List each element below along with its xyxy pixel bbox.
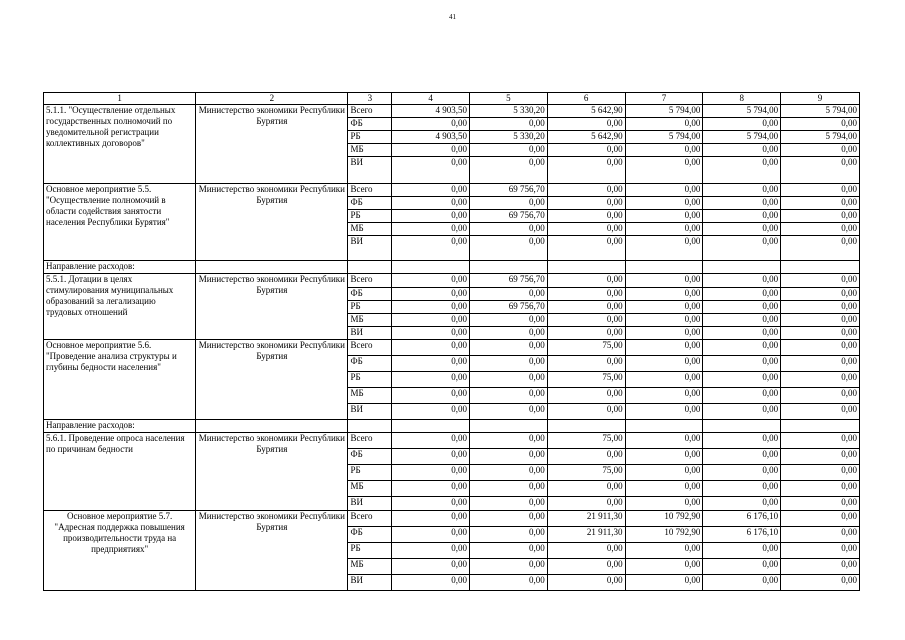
amount-cell: 0,00 — [392, 210, 470, 223]
column-header: 8 — [703, 93, 781, 105]
amount-cell: 0,00 — [781, 449, 860, 465]
amount-cell: 0,00 — [781, 388, 860, 404]
amount-cell: 0,00 — [781, 433, 860, 449]
amount-cell: 0,00 — [625, 404, 703, 420]
amount-cell: 0,00 — [781, 372, 860, 388]
column-header: 7 — [625, 93, 703, 105]
amount-cell: 0,00 — [703, 223, 781, 236]
amount-cell: 6 176,10 — [703, 527, 781, 543]
amount-cell: 0,00 — [470, 288, 548, 301]
funding-source: РБ — [348, 210, 392, 223]
amount-cell: 0,00 — [703, 314, 781, 327]
amount-cell: 0,00 — [781, 274, 860, 288]
amount-cell: 0,00 — [470, 388, 548, 404]
amount-cell: 0,00 — [625, 314, 703, 327]
amount-cell: 0,00 — [625, 210, 703, 223]
amount-cell: 0,00 — [547, 449, 625, 465]
amount-cell: 5 794,00 — [625, 105, 703, 118]
funding-source: РБ — [348, 372, 392, 388]
empty-cell — [547, 420, 625, 433]
empty-cell — [547, 261, 625, 274]
amount-cell: 0,00 — [392, 575, 470, 591]
amount-cell: 0,00 — [781, 184, 860, 197]
empty-cell — [196, 420, 348, 433]
amount-cell: 0,00 — [703, 404, 781, 420]
empty-cell — [348, 261, 392, 274]
amount-cell: 0,00 — [392, 184, 470, 197]
amount-cell: 0,00 — [625, 575, 703, 591]
funding-source: ФБ — [348, 449, 392, 465]
column-header: 6 — [547, 93, 625, 105]
amount-cell: 0,00 — [781, 157, 860, 184]
table-row — [44, 274, 860, 288]
funding-source: ВИ — [348, 236, 392, 261]
table-body — [44, 93, 860, 591]
amount-cell: 0,00 — [703, 144, 781, 157]
activity-name: 5.1.1. "Осуществление отдельных государственных полномочий по уведомительной регистрации коллективных договоров" — [44, 105, 196, 184]
amount-cell: 0,00 — [703, 433, 781, 449]
header-row — [44, 93, 860, 105]
amount-cell: 0,00 — [625, 274, 703, 288]
funding-source: РБ — [348, 301, 392, 314]
amount-cell: 0,00 — [625, 157, 703, 184]
table-row — [44, 340, 860, 356]
amount-cell: 0,00 — [703, 118, 781, 131]
funding-source: РБ — [348, 131, 392, 144]
amount-cell: 0,00 — [781, 118, 860, 131]
amount-cell: 69 756,70 — [470, 301, 548, 314]
amount-cell: 0,00 — [470, 157, 548, 184]
amount-cell: 0,00 — [703, 327, 781, 340]
amount-cell: 0,00 — [625, 497, 703, 511]
funding-source: ВИ — [348, 327, 392, 340]
amount-cell: 0,00 — [781, 543, 860, 559]
amount-cell: 5 330,20 — [470, 105, 548, 118]
amount-cell: 0,00 — [781, 465, 860, 481]
amount-cell: 0,00 — [547, 575, 625, 591]
amount-cell: 0,00 — [781, 404, 860, 420]
funding-source: МБ — [348, 223, 392, 236]
amount-cell: 0,00 — [781, 356, 860, 372]
amount-cell: 0,00 — [703, 301, 781, 314]
amount-cell: 0,00 — [470, 314, 548, 327]
amount-cell: 0,00 — [703, 481, 781, 497]
amount-cell: 0,00 — [392, 559, 470, 575]
amount-cell: 0,00 — [625, 356, 703, 372]
amount-cell: 69 756,70 — [470, 274, 548, 288]
table-row — [44, 105, 860, 118]
empty-cell — [470, 420, 548, 433]
activity-name: Основное мероприятие 5.6. "Проведение анализа структуры и глубины бедности населения" — [44, 340, 196, 420]
funding-source: ФБ — [348, 288, 392, 301]
empty-cell — [703, 420, 781, 433]
amount-cell: 0,00 — [392, 388, 470, 404]
funding-source: ВИ — [348, 497, 392, 511]
amount-cell: 0,00 — [392, 481, 470, 497]
amount-cell: 0,00 — [547, 314, 625, 327]
amount-cell: 0,00 — [547, 388, 625, 404]
amount-cell: 0,00 — [781, 327, 860, 340]
amount-cell: 0,00 — [625, 481, 703, 497]
amount-cell: 0,00 — [392, 543, 470, 559]
empty-cell — [625, 261, 703, 274]
funding-source: МБ — [348, 388, 392, 404]
amount-cell: 0,00 — [781, 527, 860, 543]
empty-cell — [196, 261, 348, 274]
amount-cell: 0,00 — [392, 327, 470, 340]
funding-source: МБ — [348, 314, 392, 327]
amount-cell: 0,00 — [547, 288, 625, 301]
amount-cell: 0,00 — [703, 157, 781, 184]
funding-source: МБ — [348, 481, 392, 497]
funding-source: Всего — [348, 340, 392, 356]
amount-cell: 0,00 — [703, 288, 781, 301]
section-row — [44, 261, 860, 274]
amount-cell: 0,00 — [703, 559, 781, 575]
page-number: 41 — [449, 13, 456, 21]
amount-cell: 69 756,70 — [470, 210, 548, 223]
amount-cell: 0,00 — [470, 465, 548, 481]
amount-cell: 0,00 — [547, 356, 625, 372]
amount-cell: 0,00 — [703, 210, 781, 223]
responsible-executor: Министерство экономики Республики Бурятия — [196, 274, 348, 340]
amount-cell: 4 903,50 — [392, 131, 470, 144]
amount-cell: 75,00 — [547, 465, 625, 481]
amount-cell: 0,00 — [625, 197, 703, 210]
amount-cell: 0,00 — [392, 288, 470, 301]
amount-cell: 0,00 — [625, 118, 703, 131]
amount-cell: 0,00 — [470, 356, 548, 372]
amount-cell: 0,00 — [392, 404, 470, 420]
amount-cell: 0,00 — [470, 197, 548, 210]
responsible-executor: Министерство экономики Республики Бурятия — [196, 433, 348, 511]
responsible-executor: Министерство экономики Республики Бурятия — [196, 184, 348, 261]
amount-cell: 0,00 — [703, 356, 781, 372]
amount-cell: 0,00 — [470, 559, 548, 575]
amount-cell: 0,00 — [703, 575, 781, 591]
amount-cell: 0,00 — [470, 433, 548, 449]
amount-cell: 0,00 — [625, 288, 703, 301]
empty-cell — [625, 420, 703, 433]
amount-cell: 0,00 — [470, 449, 548, 465]
amount-cell: 0,00 — [703, 388, 781, 404]
funding-source: Всего — [348, 511, 392, 527]
amount-cell: 0,00 — [470, 327, 548, 340]
amount-cell: 75,00 — [547, 433, 625, 449]
amount-cell: 0,00 — [625, 236, 703, 261]
empty-cell — [781, 420, 860, 433]
empty-cell — [348, 420, 392, 433]
amount-cell: 0,00 — [547, 157, 625, 184]
amount-cell: 0,00 — [470, 118, 548, 131]
amount-cell: 0,00 — [547, 327, 625, 340]
amount-cell: 0,00 — [547, 210, 625, 223]
amount-cell: 0,00 — [470, 372, 548, 388]
amount-cell: 0,00 — [392, 527, 470, 543]
responsible-executor: Министерство экономики Республики Бурятия — [196, 340, 348, 420]
amount-cell: 0,00 — [547, 481, 625, 497]
funding-source: ФБ — [348, 356, 392, 372]
amount-cell: 0,00 — [625, 559, 703, 575]
amount-cell: 0,00 — [703, 274, 781, 288]
amount-cell: 4 903,50 — [392, 105, 470, 118]
amount-cell: 0,00 — [392, 497, 470, 511]
amount-cell: 0,00 — [703, 372, 781, 388]
amount-cell: 0,00 — [625, 144, 703, 157]
funding-source: Всего — [348, 433, 392, 449]
funding-source: Всего — [348, 105, 392, 118]
funding-source: РБ — [348, 543, 392, 559]
amount-cell: 5 794,00 — [703, 131, 781, 144]
funding-source: ФБ — [348, 527, 392, 543]
column-header: 4 — [392, 93, 470, 105]
amount-cell: 0,00 — [625, 223, 703, 236]
amount-cell: 0,00 — [547, 236, 625, 261]
amount-cell: 0,00 — [625, 301, 703, 314]
amount-cell: 5 794,00 — [781, 105, 860, 118]
amount-cell: 0,00 — [781, 575, 860, 591]
amount-cell: 0,00 — [547, 144, 625, 157]
budget-table — [43, 92, 860, 591]
activity-name: 5.5.1. Дотации в целях стимулирования муниципальных образований за легализацию трудовых отношений — [44, 274, 196, 340]
amount-cell: 0,00 — [781, 210, 860, 223]
amount-cell: 0,00 — [703, 184, 781, 197]
amount-cell: 75,00 — [547, 372, 625, 388]
amount-cell: 0,00 — [547, 301, 625, 314]
amount-cell: 0,00 — [547, 543, 625, 559]
amount-cell: 0,00 — [625, 388, 703, 404]
amount-cell: 0,00 — [547, 184, 625, 197]
amount-cell: 5 794,00 — [781, 131, 860, 144]
funding-source: РБ — [348, 465, 392, 481]
funding-source: ВИ — [348, 157, 392, 184]
funding-source: Всего — [348, 184, 392, 197]
amount-cell: 0,00 — [703, 236, 781, 261]
empty-cell — [781, 261, 860, 274]
amount-cell: 0,00 — [781, 314, 860, 327]
amount-cell: 0,00 — [470, 404, 548, 420]
column-header: 1 — [44, 93, 196, 105]
amount-cell: 0,00 — [781, 511, 860, 527]
table-row — [44, 433, 860, 449]
column-header: 9 — [781, 93, 860, 105]
amount-cell: 0,00 — [392, 465, 470, 481]
amount-cell: 0,00 — [392, 118, 470, 131]
amount-cell: 0,00 — [392, 197, 470, 210]
amount-cell: 0,00 — [470, 144, 548, 157]
funding-source: ВИ — [348, 575, 392, 591]
amount-cell: 6 176,10 — [703, 511, 781, 527]
empty-cell — [392, 420, 470, 433]
funding-source: ФБ — [348, 118, 392, 131]
amount-cell: 0,00 — [392, 157, 470, 184]
amount-cell: 10 792,90 — [625, 527, 703, 543]
amount-cell: 0,00 — [392, 223, 470, 236]
amount-cell: 0,00 — [703, 197, 781, 210]
amount-cell: 0,00 — [470, 223, 548, 236]
amount-cell: 5 794,00 — [625, 131, 703, 144]
amount-cell: 0,00 — [625, 340, 703, 356]
amount-cell: 0,00 — [392, 511, 470, 527]
section-row — [44, 420, 860, 433]
amount-cell: 0,00 — [547, 118, 625, 131]
amount-cell: 0,00 — [781, 481, 860, 497]
funding-source: ФБ — [348, 197, 392, 210]
amount-cell: 0,00 — [392, 433, 470, 449]
amount-cell: 0,00 — [781, 236, 860, 261]
empty-cell — [470, 261, 548, 274]
amount-cell: 0,00 — [392, 274, 470, 288]
amount-cell: 0,00 — [781, 288, 860, 301]
amount-cell: 0,00 — [547, 274, 625, 288]
activity-name: 5.6.1. Проведение опроса населения по причинам бедности — [44, 433, 196, 511]
activity-name: Основное мероприятие 5.7. "Адресная поддержка повышения производительности труда на предприятиях" — [44, 511, 196, 591]
amount-cell: 0,00 — [392, 372, 470, 388]
section-label: Направление расходов: — [44, 420, 196, 433]
amount-cell: 0,00 — [781, 559, 860, 575]
amount-cell: 21 911,30 — [547, 511, 625, 527]
amount-cell: 0,00 — [470, 481, 548, 497]
amount-cell: 0,00 — [625, 433, 703, 449]
amount-cell: 0,00 — [781, 144, 860, 157]
amount-cell: 0,00 — [625, 449, 703, 465]
amount-cell: 0,00 — [392, 144, 470, 157]
amount-cell: 5 642,90 — [547, 105, 625, 118]
amount-cell: 0,00 — [703, 449, 781, 465]
column-header: 5 — [470, 93, 548, 105]
responsible-executor: Министерство экономики Республики Бурятия — [196, 511, 348, 591]
amount-cell: 0,00 — [781, 223, 860, 236]
amount-cell: 0,00 — [547, 404, 625, 420]
amount-cell: 0,00 — [547, 497, 625, 511]
amount-cell: 5 642,90 — [547, 131, 625, 144]
amount-cell: 0,00 — [781, 197, 860, 210]
amount-cell: 10 792,90 — [625, 511, 703, 527]
amount-cell: 0,00 — [392, 314, 470, 327]
amount-cell: 0,00 — [470, 236, 548, 261]
table-row — [44, 184, 860, 197]
amount-cell: 0,00 — [392, 356, 470, 372]
empty-cell — [392, 261, 470, 274]
amount-cell: 0,00 — [703, 340, 781, 356]
amount-cell: 0,00 — [470, 497, 548, 511]
empty-cell — [703, 261, 781, 274]
amount-cell: 0,00 — [392, 236, 470, 261]
column-header: 3 — [348, 93, 392, 105]
amount-cell: 5 794,00 — [703, 105, 781, 118]
funding-source: МБ — [348, 559, 392, 575]
amount-cell: 0,00 — [625, 465, 703, 481]
amount-cell: 0,00 — [781, 340, 860, 356]
amount-cell: 0,00 — [703, 465, 781, 481]
section-label: Направление расходов: — [44, 261, 196, 274]
amount-cell: 75,00 — [547, 340, 625, 356]
amount-cell: 0,00 — [547, 223, 625, 236]
column-header: 2 — [196, 93, 348, 105]
funding-source: ВИ — [348, 404, 392, 420]
funding-source: МБ — [348, 144, 392, 157]
amount-cell: 21 911,30 — [547, 527, 625, 543]
amount-cell: 0,00 — [625, 372, 703, 388]
amount-cell: 69 756,70 — [470, 184, 548, 197]
amount-cell: 0,00 — [392, 340, 470, 356]
amount-cell: 0,00 — [470, 511, 548, 527]
amount-cell: 0,00 — [547, 197, 625, 210]
activity-name: Основное мероприятие 5.5. "Осуществление полномочий в области содействия занятости населения Республики Бурятия" — [44, 184, 196, 261]
amount-cell: 0,00 — [703, 543, 781, 559]
responsible-executor: Министерство экономики Республики Бурятия — [196, 105, 348, 184]
amount-cell: 0,00 — [392, 449, 470, 465]
amount-cell: 0,00 — [547, 559, 625, 575]
funding-source: Всего — [348, 274, 392, 288]
amount-cell: 0,00 — [703, 497, 781, 511]
amount-cell: 0,00 — [470, 527, 548, 543]
amount-cell: 0,00 — [781, 497, 860, 511]
amount-cell: 0,00 — [625, 543, 703, 559]
amount-cell: 5 330,20 — [470, 131, 548, 144]
amount-cell: 0,00 — [470, 575, 548, 591]
amount-cell: 0,00 — [625, 184, 703, 197]
table-row — [44, 511, 860, 527]
amount-cell: 0,00 — [470, 340, 548, 356]
amount-cell: 0,00 — [781, 301, 860, 314]
amount-cell: 0,00 — [470, 543, 548, 559]
amount-cell: 0,00 — [625, 327, 703, 340]
amount-cell: 0,00 — [392, 301, 470, 314]
